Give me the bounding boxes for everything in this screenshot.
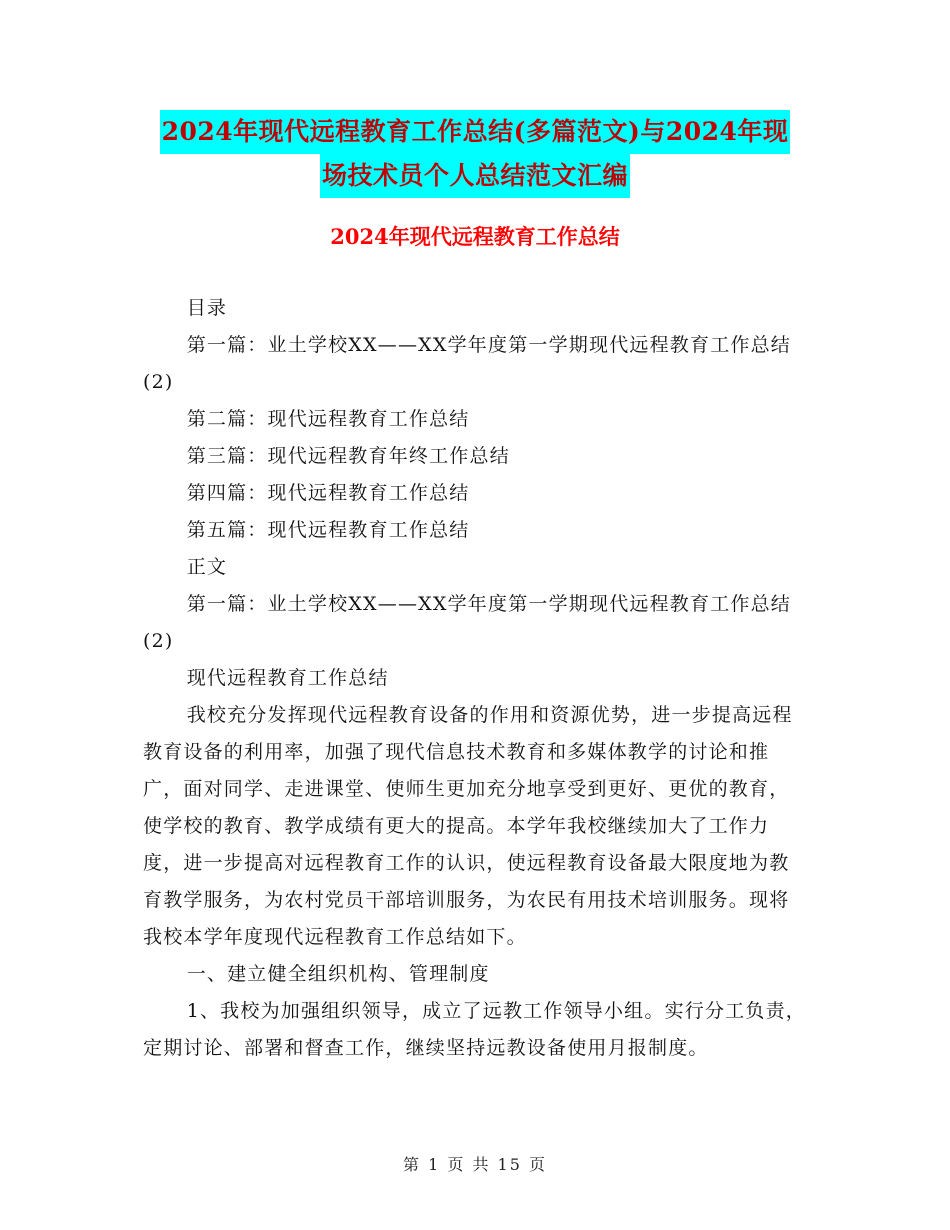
- body-paragraph: 1、我校为加强组织领导，成立了远教工作领导小组。实行分工负责，定期讨论、部署和督查工作，继续坚持远教设备使用月报制度。: [143, 1000, 806, 1059]
- toc-item-2: 第二篇：现代远程教育工作总结: [186, 408, 470, 430]
- page-footer: 第 1 页 共 15 页: [403, 1155, 547, 1174]
- toc-item-4: 第四篇：现代远程教育工作总结: [186, 482, 470, 504]
- toc-heading: 目录: [186, 297, 228, 319]
- title-line-1: 2024年现代远程教育工作总结(多篇范文)与2024年现: [160, 110, 791, 154]
- title-line-2: 场技术员个人总结范文汇编: [320, 154, 630, 198]
- subsection-heading: 一、建立健全组织机构、管理制度: [186, 963, 490, 985]
- toc-item-5: 第五篇：现代远程教育工作总结: [186, 519, 470, 541]
- toc-item-3: 第三篇：现代远程教育年终工作总结: [186, 445, 510, 467]
- section-title: 2024年现代远程教育工作总结: [330, 224, 620, 249]
- chapter-1-subtitle: 现代远程教育工作总结: [186, 667, 389, 689]
- toc-item-1: 第一篇：业土学校XX——XX学年度第一学期现代远程教育工作总结 (2): [143, 334, 791, 393]
- document-title: [140, 110, 810, 198]
- body-heading: 正文: [186, 556, 228, 578]
- body-paragraph: 我校充分发挥现代远程教育设备的作用和资源优势，进一步提高远程教育设备的利用率，加强了现代信息技术教育和多媒体教学的讨论和推广，面对同学、走进课堂、使师生更加充分地享受到更好、更优的教育，使学校的教育、教学成绩有更大的提高。本学年我校继续加大了工作力度，进一步提高对远程教育工作的认识，使远程教育设备最大限度地为教育教学服务，为农村党员干部培训服务，为农民有用技术培训服务。现将我校本学年度现代远程教育工作总结如下。: [143, 704, 793, 948]
- document-body: [143, 290, 807, 1067]
- chapter-1-title: 第一篇：业土学校XX——XX学年度第一学期现代远程教育工作总结 (2): [143, 593, 791, 652]
